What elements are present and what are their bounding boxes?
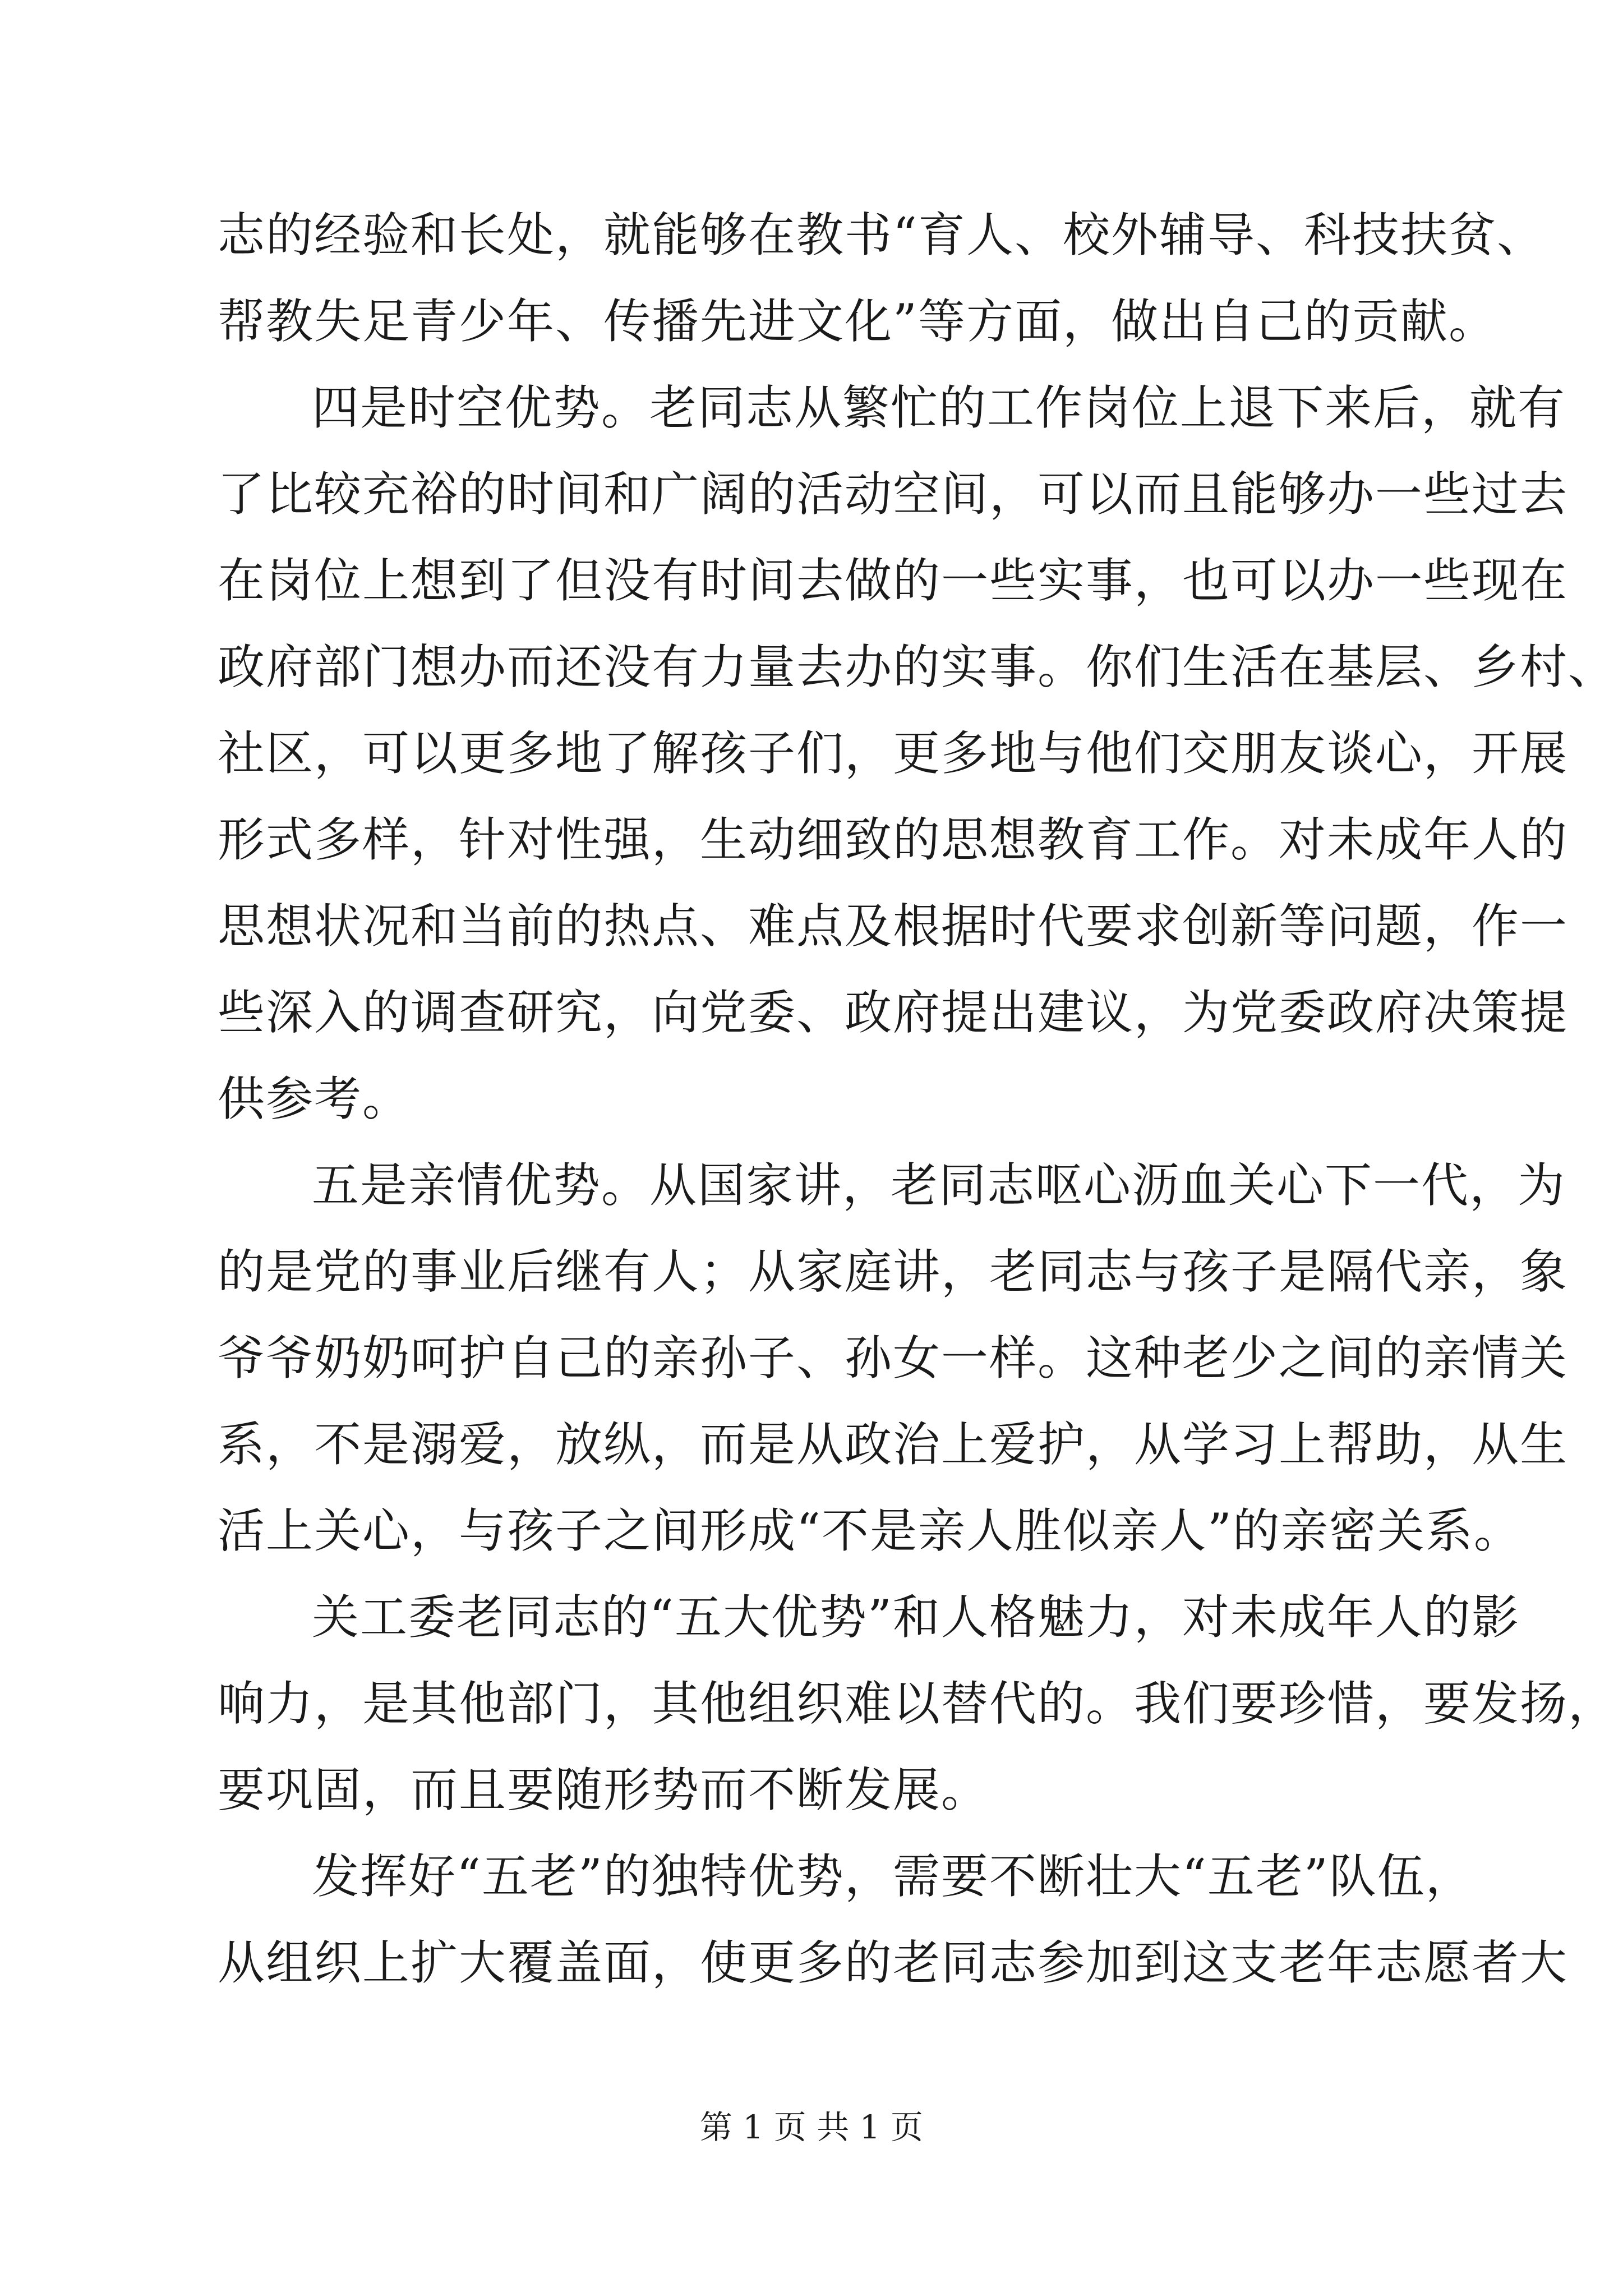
text-line: 系，不是溺爱，放纵，而是从政治上爱护，从学习上帮助，从生 [218,1417,1569,1472]
text-line: 帮教失足青少年、传播先进文化”等方面，做出自己的贡献。 [218,294,1497,349]
paragraph-start-line: 五是亲情优势。从国家讲，老同志呕心沥血关心下一代，为 [312,1158,1566,1213]
page-footer [0,2105,1623,2150]
text-line: 社区，可以更多地了解孩子们，更多地与他们交朋友谈心，开展 [218,726,1569,781]
text-line: 爷爷奶奶呵护自己的亲孙子、孙女一样。这种老少之间的亲情关 [218,1331,1569,1386]
text-line: 了比较充裕的时间和广阔的活动空间，可以而且能够办一些过去 [218,467,1569,522]
text-line: 志的经验和长处，就能够在教书“育人、校外辅导、科技扶贫、 [218,208,1545,263]
text-line: 从组织上扩大覆盖面，使更多的老同志参加到这支老年志愿者大 [218,1935,1569,1990]
text-line: 要巩固，而且要随形势而不断发展。 [218,1763,990,1818]
document-body [218,192,1617,2006]
text-line: 的是党的事业后继有人；从家庭讲，老同志与孩子是隔代亲，象 [218,1244,1569,1299]
paragraph-start-line: 四是时空优势。老同志从繁忙的工作岗位上退下来后，就有 [312,380,1566,435]
text-line: 响力，是其他部门，其他组织难以替代的。我们要珍惜，要发扬， [218,1676,1617,1731]
text-line: 活上关心，与孩子之间形成“不是亲人胜似亲人”的亲密关系。 [218,1503,1522,1558]
text-line: 在岗位上想到了但没有时间去做的一些实事，也可以办一些现在 [218,553,1569,608]
text-line: 供参考。 [218,1071,411,1126]
text-line: 政府部门想办而还没有力量去办的实事。你们生活在基层、乡村、 [218,639,1617,694]
text-line: 形式多样，针对性强，生动细致的思想教育工作。对未成年人的 [218,812,1569,867]
text-line: 些深入的调查研究，向党委、政府提出建议，为党委政府决策提 [218,985,1569,1040]
paragraph-start-line: 发挥好“五老”的独特优势，需要不断壮大“五老”队伍， [312,1849,1474,1904]
text-line: 思想状况和当前的热点、难点及根据时代要求创新等问题，作一 [218,899,1569,954]
page-number-label: 第 1 页 共 1 页 [700,2108,923,2146]
paragraph-start-line: 关工委老同志的“五大优势”和人格魅力，对未成年人的影 [312,1590,1520,1645]
